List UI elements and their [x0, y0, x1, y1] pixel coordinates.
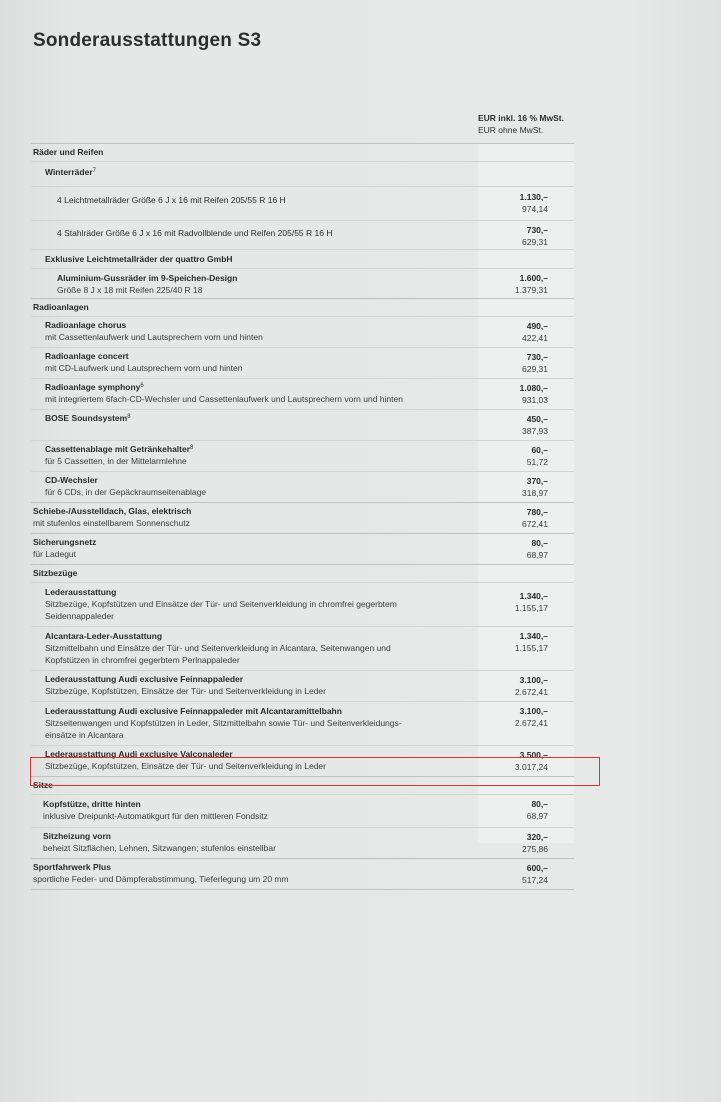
table-row — [31, 316, 574, 347]
table-row — [31, 582, 574, 626]
item-name: Sportfahrwerk Plus — [33, 862, 111, 872]
item-desc: für Ladegut — [33, 549, 77, 559]
item-text: Sitze — [33, 780, 53, 790]
item-desc: Sitzbezüge, Kopfstützen, Einsätze der Tür- und Seitenverkleidung in Leder — [45, 761, 326, 771]
item-text — [31, 412, 485, 424]
item-text — [31, 272, 497, 296]
item-desc: für 5 Cassetten, in der Mittelarmlehne — [45, 456, 187, 466]
table-row — [31, 186, 574, 220]
price-cell — [483, 831, 548, 855]
price-excl: 318,97 — [522, 488, 548, 498]
price-excl: 387,93 — [522, 426, 548, 436]
item-desc: 4 Stahlräder Größe 6 J x 16 mit Radvollblende und Reifen 205/55 R 16 H — [57, 228, 333, 238]
highlight-box — [30, 757, 600, 786]
item-desc: Seidennappaleder — [45, 611, 115, 621]
price-incl: 450,– — [526, 414, 548, 424]
price-cell — [483, 630, 548, 654]
price-incl: 1.340,– — [519, 631, 548, 641]
price-header-excl: EUR ohne MwSt. — [478, 125, 544, 135]
price-incl: 1.340,– — [519, 591, 548, 601]
table-row — [31, 268, 574, 298]
section-header-sitzbezuege — [31, 564, 574, 582]
item-name: Lederausstattung Audi exclusive Valconaleder — [45, 749, 233, 759]
item-text — [31, 705, 485, 741]
item-text — [31, 861, 473, 885]
price-excl: 517,24 — [522, 875, 548, 885]
price-excl: 1.379,31 — [514, 285, 548, 295]
price-excl: 68,97 — [526, 811, 548, 821]
table-row — [31, 794, 574, 827]
item-name: Alcantara-Leder-Ausstattung — [45, 631, 163, 641]
table-row — [31, 502, 574, 533]
item-desc: mit integriertem 6fach-CD-Wechsler und Cassettenlaufwerk und Lautsprechern vorn und hinten — [45, 394, 403, 404]
price-incl: 490,– — [526, 321, 548, 331]
table-row — [31, 249, 574, 268]
table-row — [31, 626, 574, 670]
price-incl: 730,– — [526, 352, 548, 362]
price-cell — [483, 537, 548, 561]
item-name: Lederausstattung Audi exclusive Feinnappaleder mit Alcantaramittelbahn — [45, 706, 342, 716]
item-name: Aluminium-Gussräder im 9-Speichen-Design — [57, 273, 238, 283]
item-text — [31, 673, 485, 697]
price-excl: 1.155,17 — [514, 603, 548, 613]
table-row — [31, 471, 574, 502]
table-row — [31, 220, 574, 249]
price-incl: 80,– — [531, 538, 548, 548]
section-header-radio — [31, 298, 574, 316]
price-incl: 730,– — [526, 225, 548, 235]
price-incl: 3.100,– — [519, 706, 548, 716]
item-desc: einsätze in Alcantara — [45, 730, 124, 740]
item-text — [31, 586, 485, 622]
table-row — [31, 161, 574, 186]
item-text: Radioanlagen — [33, 302, 89, 312]
price-excl: 422,41 — [522, 333, 548, 343]
item-desc: mit Cassettenlaufwerk und Lautsprechern vorn und hinten — [45, 332, 263, 342]
item-desc: Sitzbezüge, Kopfstützen und Einsätze der Tür- und Seitenverkleidung in chromfrei gegerbtem — [45, 599, 397, 609]
price-cell — [483, 475, 548, 499]
page-title: Sonderausstattungen S3 — [33, 30, 262, 51]
item-text — [31, 798, 483, 822]
item-name: Lederausstattung Audi exclusive Feinnappaleder — [45, 674, 244, 684]
item-text — [31, 474, 485, 498]
section-header-raeder — [31, 143, 574, 161]
price-cell — [483, 351, 548, 375]
price-incl: 320,– — [526, 832, 548, 842]
item-name: Radioanlage symphony — [45, 382, 141, 392]
item-text — [31, 350, 485, 374]
footnote-marker: 6 — [140, 383, 144, 389]
price-cell — [483, 674, 548, 698]
price-column-header — [478, 112, 564, 136]
price-excl: 629,31 — [522, 364, 548, 374]
price-cell — [483, 382, 548, 406]
item-name: Sitzheizung vorn — [43, 831, 111, 841]
price-cell — [483, 798, 548, 822]
item-name: BOSE Soundsystem — [45, 413, 128, 423]
item-text — [31, 630, 485, 666]
price-excl: 931,03 — [522, 395, 548, 405]
item-text — [45, 381, 485, 393]
item-text: Sitzbezüge — [33, 568, 78, 578]
price-excl: 51,72 — [526, 457, 548, 467]
item-name: Winterräder — [45, 167, 93, 177]
price-cell — [483, 191, 548, 215]
table-row — [31, 533, 574, 564]
item-desc: beheizt Sitzflächen, Lehnen, Sitzwangen; stufenlos einstellbar — [43, 843, 276, 853]
price-excl: 672,41 — [522, 519, 548, 529]
item-desc: sportliche Feder- und Dämpferabstimmung, Tieferlegung um 20 mm — [33, 874, 289, 884]
table-row — [31, 701, 574, 745]
footnote-marker: 8 — [190, 445, 194, 451]
item-desc: für 6 CDs, in der Gepäckraumseitenablage — [45, 487, 207, 497]
price-excl: 3.017,24 — [514, 762, 548, 772]
item-name: Kopfstütze, dritte hinten — [43, 799, 141, 809]
price-incl: 600,– — [526, 863, 548, 873]
item-name: Radioanlage concert — [45, 351, 129, 361]
table-row — [31, 378, 574, 409]
price-cell — [483, 590, 548, 614]
price-cell — [483, 705, 548, 729]
table-row — [31, 670, 574, 701]
footnote-marker: 7 — [92, 168, 96, 174]
table-row — [31, 858, 574, 890]
price-cell — [483, 272, 548, 296]
price-cell — [483, 224, 548, 248]
item-desc: mit stufenlos einstellbarem Sonnenschutz — [33, 518, 190, 528]
item-desc: mit CD-Laufwerk und Lautsprechern vorn und hinten — [45, 363, 243, 373]
table-row — [31, 347, 574, 378]
table-row — [31, 409, 574, 440]
footnote-marker: 8 — [127, 414, 131, 420]
item-desc: inklusive Dreipunkt-Automatikgurt für den mittleren Fondsitz — [43, 811, 268, 821]
item-name: Exklusive Leichtmetallräder der quattro GmbH — [45, 254, 233, 264]
item-name: CD-Wechsler — [45, 475, 98, 485]
item-text — [31, 381, 485, 405]
price-excl: 1.155,17 — [514, 643, 548, 653]
price-cell — [483, 862, 548, 886]
item-desc: Sitzmittelbahn und Einsätze der Tür- und Seitenverkleidung in Alcantara, Seitenwangen und — [45, 643, 391, 653]
item-name: Cassettenablage mit Getränkehalter — [45, 444, 191, 454]
table-row — [31, 440, 574, 471]
price-cell — [483, 444, 548, 468]
item-name: Sicherungsnetz — [33, 537, 97, 547]
item-text — [31, 443, 485, 467]
price-cell — [483, 413, 548, 437]
item-name: Schiebe-/Ausstelldach, Glas, elektrisch — [33, 506, 192, 516]
price-incl: 60,– — [531, 445, 548, 455]
item-name: Lederausstattung — [45, 587, 117, 597]
price-excl: 629,31 — [522, 237, 548, 247]
price-cell — [483, 506, 548, 530]
price-incl: 3.500,– — [519, 750, 548, 760]
price-excl: 974,14 — [522, 204, 548, 214]
item-text: Räder und Reifen — [33, 147, 104, 157]
price-excl: 2.672,41 — [514, 718, 548, 728]
item-desc: Sitzseitenwangen und Kopfstützen in Leder, Sitzmittelbahn sowie Tür- und Seitenverkleidungs- — [45, 718, 402, 728]
price-excl: 2.672,41 — [514, 687, 548, 697]
price-cell — [483, 320, 548, 344]
item-text — [31, 166, 485, 178]
price-incl: 370,– — [526, 476, 548, 486]
item-desc: Sitzbezüge, Kopfstützen, Einsätze der Tür- und Seitenverkleidung in Leder — [45, 686, 326, 696]
item-text — [31, 319, 485, 343]
price-excl: 68,97 — [526, 550, 548, 560]
price-incl: 1.130,– — [519, 192, 548, 202]
item-desc: Größe 8 J x 18 mit Reifen 225/40 R 18 — [57, 285, 203, 295]
item-name: Radioanlage chorus — [45, 320, 127, 330]
price-incl: 1.080,– — [519, 383, 548, 393]
price-incl: 780,– — [526, 507, 548, 517]
table-row — [31, 827, 574, 858]
item-desc: Kopfstützen in chromfrei gegerbtem Perlnappaleder — [45, 655, 240, 665]
item-text — [31, 536, 473, 560]
item-desc: 4 Leichtmetallräder Größe 6 J x 16 mit Reifen 205/55 R 16 H — [57, 195, 286, 205]
item-text — [31, 505, 473, 529]
price-header-incl: EUR inkl. 16 % MwSt. — [478, 113, 564, 123]
price-incl: 3.100,– — [519, 675, 548, 685]
item-text — [45, 443, 485, 455]
price-incl: 1.600,– — [519, 273, 548, 283]
item-text — [31, 830, 483, 854]
price-excl: 275,86 — [522, 844, 548, 854]
price-incl: 80,– — [531, 799, 548, 809]
